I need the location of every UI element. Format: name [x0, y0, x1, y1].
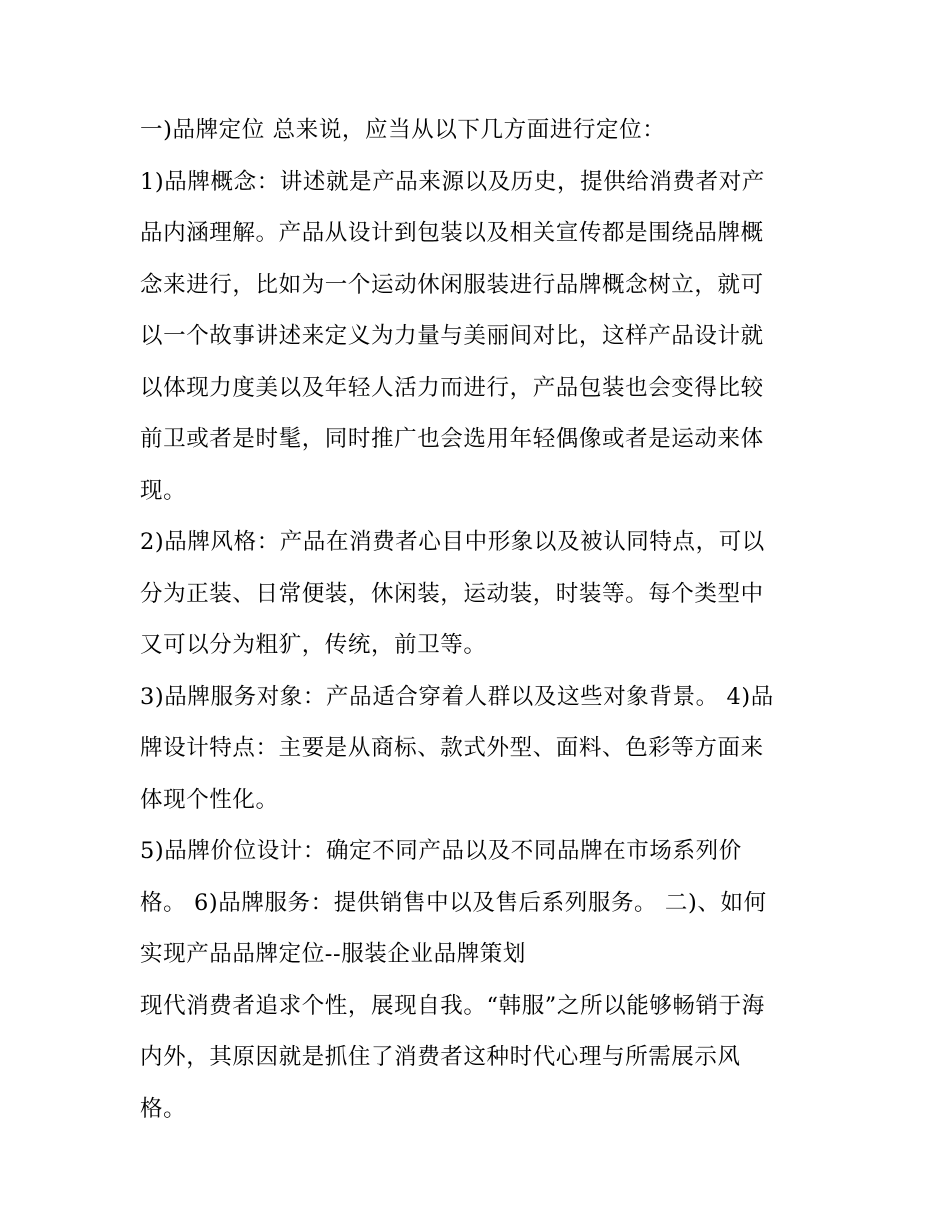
text-line: 体现个性化。 — [140, 786, 279, 813]
text-line: 内外，其原因就是抓住了消费者这种时代心理与所需展示风 — [140, 1044, 741, 1070]
text-line: 念来进行，比如为一个运动休闲服装进行品牌概念树立，就可 — [140, 271, 764, 298]
text-line: 品内涵理解。产品从设计到包装以及相关宣传都是围绕品牌概 — [140, 220, 764, 246]
text-line: 一)品牌定位 总来说，应当从以下几方面进行定位： — [140, 117, 666, 143]
paragraph-brand-positioning-intro — [140, 105, 820, 157]
text-line: 2)品牌风格：产品在消费者心目中形象以及被认同特点，可以 — [140, 529, 765, 555]
text-line: 又可以分为粗犷，传统，前卫等。 — [140, 632, 487, 658]
text-line: 格。 — [140, 1095, 187, 1122]
paragraph-brand-price-and-service — [140, 826, 820, 981]
text-line: 格。 6)品牌服务：提供销售中以及售后系列服务。 二)、如何 — [140, 889, 767, 916]
text-line: 以一个故事讲述来定义为力量与美丽间对比，这样产品设计就 — [140, 323, 764, 349]
text-line: 5)品牌价位设计：确定不同产品以及不同品牌在市场系列价 — [140, 838, 742, 864]
text-line: 以体现力度美以及年轻人活力而进行，产品包装也会变得比较 — [140, 374, 764, 401]
text-line: 前卫或者是时髦，同时推广也会选用年轻偶像或者是运动来体 — [140, 426, 764, 452]
text-line: 3)品牌服务对象：产品适合穿着人群以及这些对象背景。 4)品 — [140, 683, 774, 710]
text-line: 现代消费者追求个性，展现自我。“韩服”之所以能够畅销于海 — [140, 992, 765, 1019]
paragraph-brand-concept — [140, 157, 820, 518]
text-line: 现。 — [140, 477, 187, 504]
paragraph-korean-fashion — [140, 981, 820, 1136]
text-line: 1)品牌概念：讲述就是产品来源以及历史，提供给消费者对产 — [140, 168, 765, 195]
paragraph-brand-target-and-design — [140, 672, 820, 827]
text-line: 分为正装、日常便装，休闲装，运动装，时装等。每个类型中 — [140, 580, 764, 607]
document-body — [140, 105, 820, 1135]
paragraph-brand-style — [140, 517, 820, 672]
text-line: 牌设计特点：主要是从商标、款式外型、面料、色彩等方面来 — [140, 735, 764, 761]
text-line: 实现产品品牌定位--服装企业品牌策划 — [140, 941, 527, 967]
